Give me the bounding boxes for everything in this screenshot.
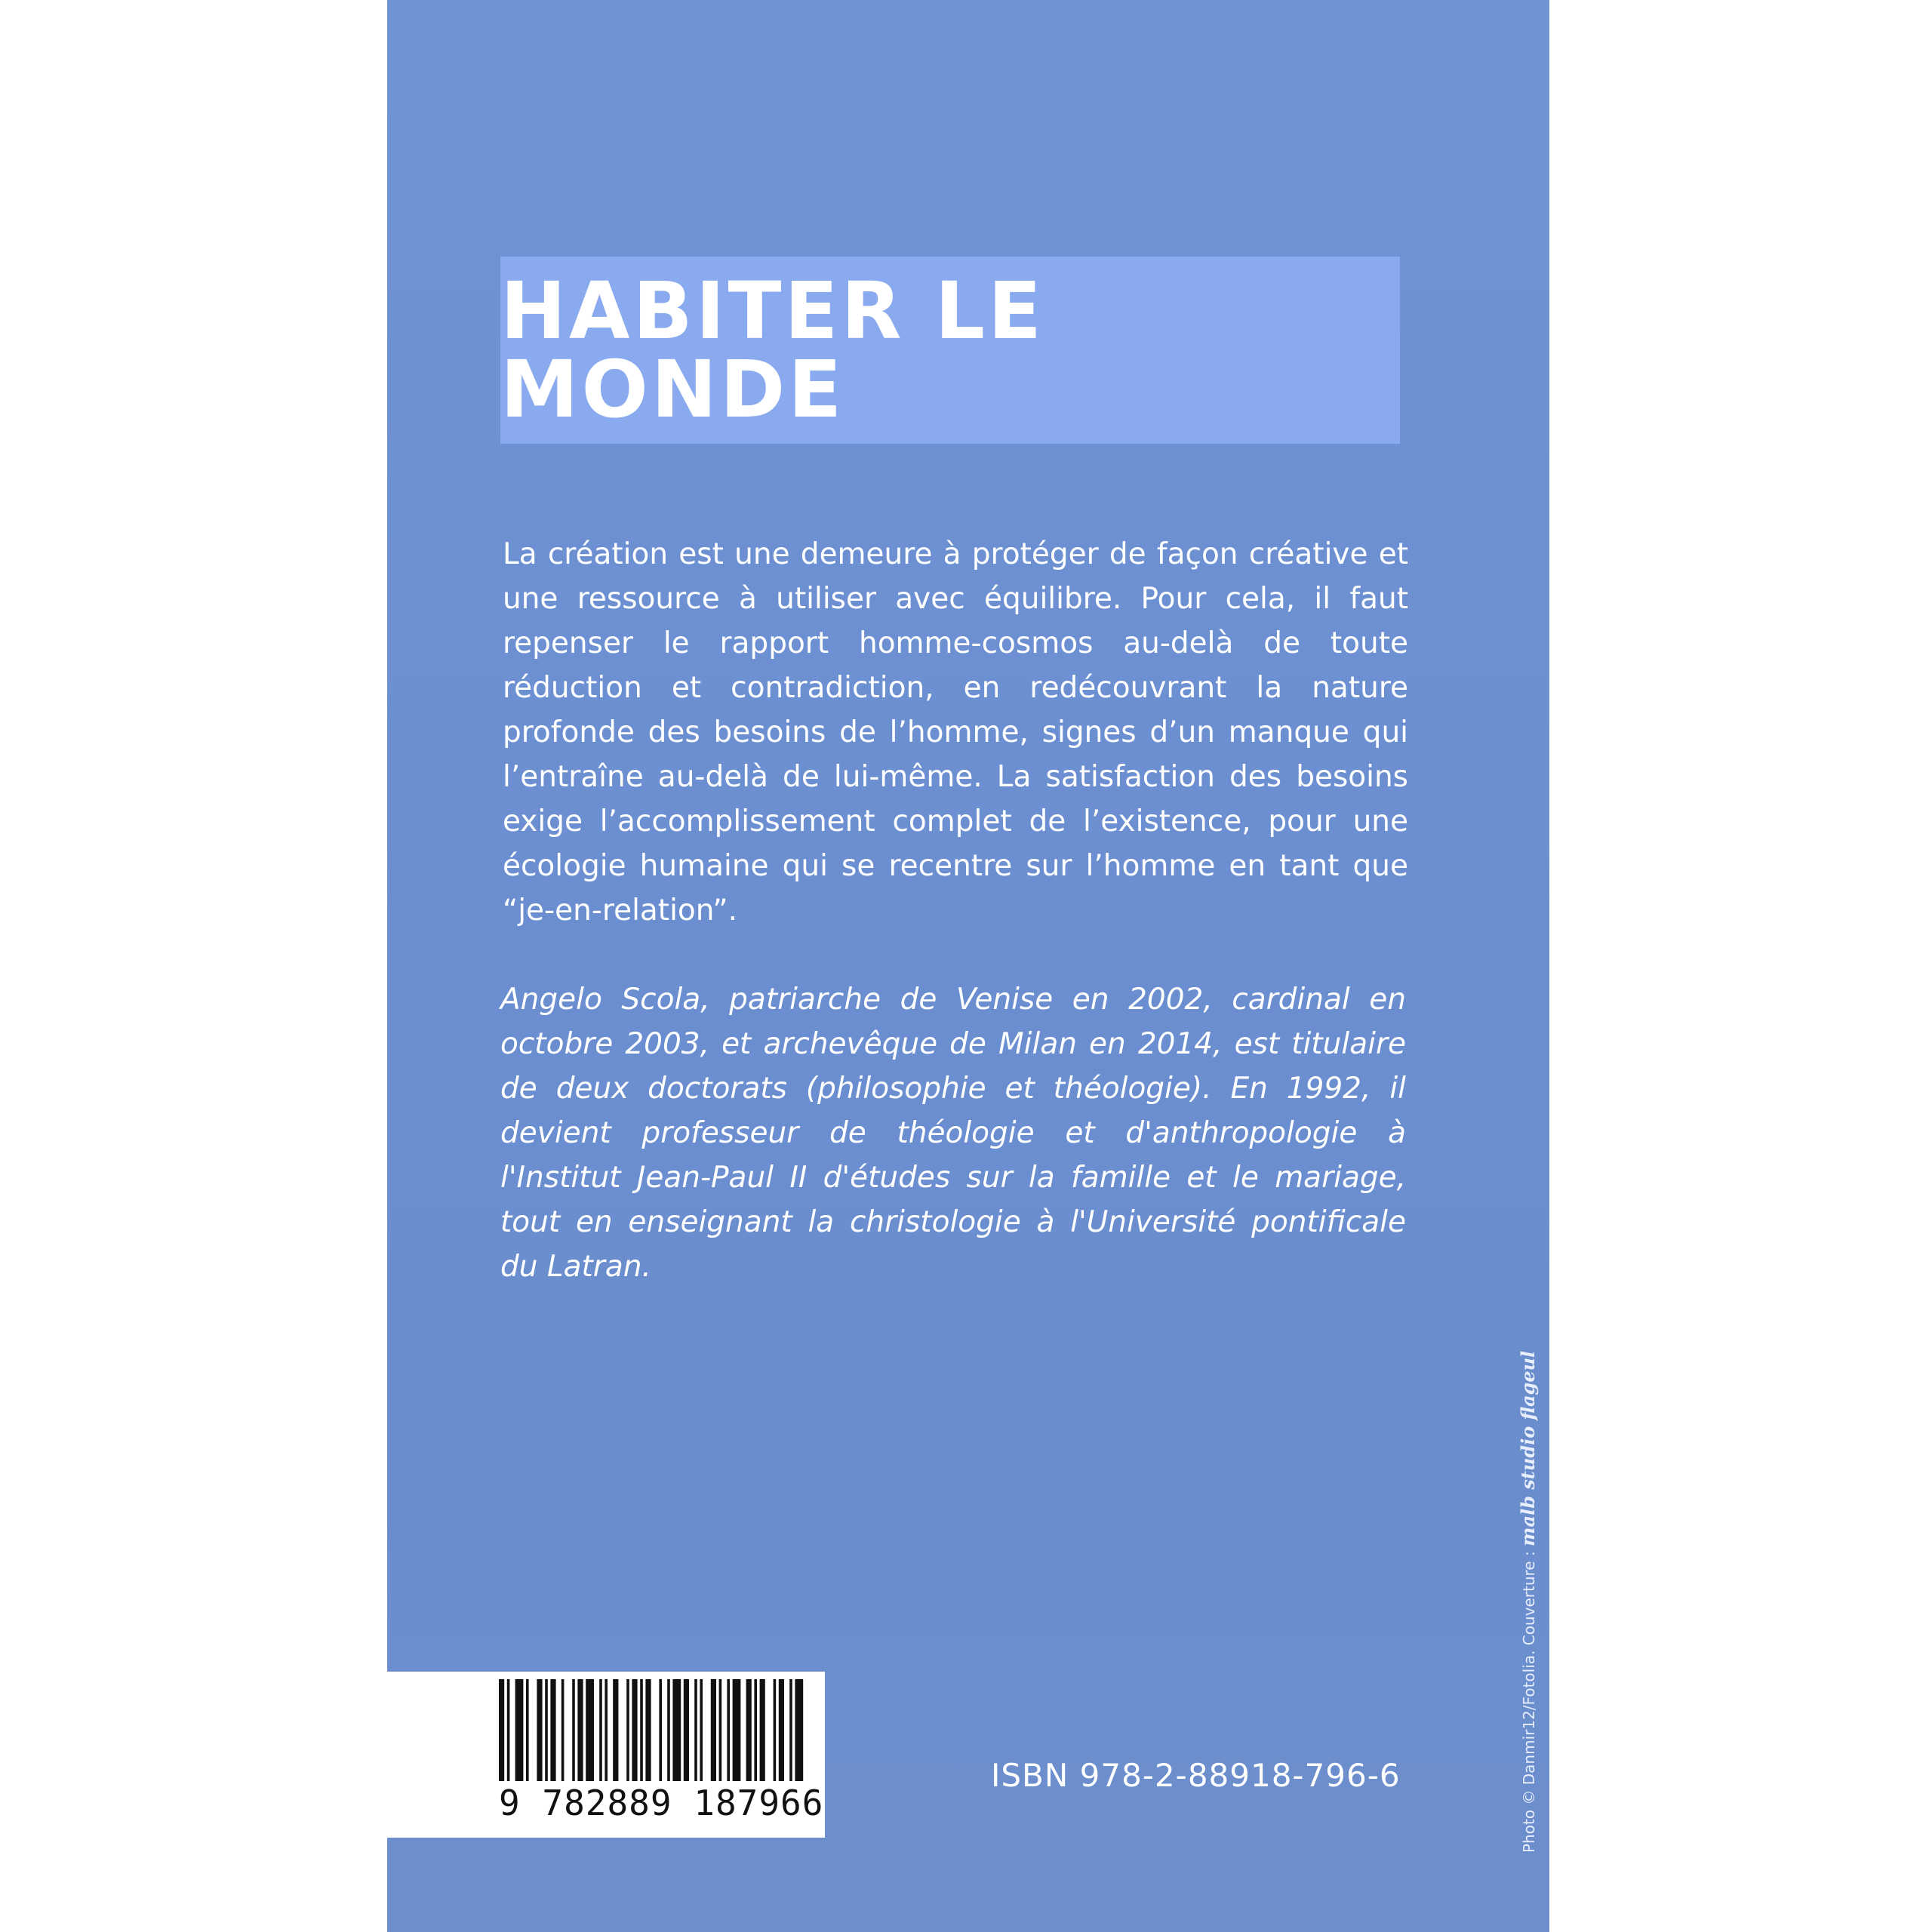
barcode-bar — [545, 1679, 548, 1781]
barcode-bar — [754, 1679, 757, 1781]
barcode-bars — [387, 1672, 825, 1785]
barcode-bar — [572, 1679, 575, 1781]
barcode-bar — [760, 1679, 765, 1781]
barcode-bar — [672, 1679, 681, 1781]
barcode-bar — [727, 1679, 730, 1781]
barcode-bar — [779, 1679, 784, 1781]
barcode-bar — [586, 1679, 594, 1781]
barcode-bar — [605, 1679, 608, 1781]
credit-studio-logo: malb studio flageul — [1517, 1350, 1539, 1546]
book-title: HABITER LE MONDE — [500, 265, 1045, 435]
barcode-bar — [499, 1679, 504, 1781]
barcode-bar — [645, 1679, 651, 1781]
book-back-cover — [387, 0, 1549, 1932]
photo-credit — [1519, 1351, 1537, 1853]
barcode-bar — [626, 1679, 629, 1781]
barcode-bar — [711, 1679, 716, 1781]
barcode-bar — [613, 1679, 618, 1781]
barcode-bar — [632, 1679, 637, 1781]
barcode-bar — [599, 1679, 602, 1781]
barcode-bar — [684, 1679, 689, 1781]
barcode-bar — [550, 1679, 555, 1781]
barcode-bar — [719, 1679, 722, 1781]
barcode-digits: 9 782889 187966 — [499, 1783, 824, 1823]
barcode-bar — [667, 1679, 670, 1781]
barcode — [387, 1672, 825, 1838]
isbn-number: ISBN 978-2-88918-796-6 — [991, 1757, 1401, 1794]
credit-text: Photo © Danmir12/Fotolia. Couverture : — [1520, 1546, 1538, 1853]
barcode-bar — [774, 1679, 777, 1781]
author-bio: Angelo Scola, patriarche de Venise en 2002, cardinal en octobre 2003, et archevêque de Milan en 2014, est titulaire de deux doctorats (philosophie et théologie). En 1992, il devient professeur de théologie et d'anthropologie à l'Institut Jean-Paul II d'études sur la famille et le mariage, tout en enseignant la christologie à l'Université pontificale du Latran. — [500, 983, 1406, 1284]
barcode-bar — [659, 1679, 662, 1781]
barcode-bar — [561, 1679, 565, 1781]
title-banner — [500, 257, 1400, 444]
barcode-bar — [733, 1679, 741, 1781]
barcode-bar — [700, 1679, 703, 1781]
barcode-bar — [526, 1679, 529, 1781]
barcode-bar — [789, 1679, 792, 1781]
barcode-bar — [795, 1679, 803, 1781]
barcode-bar — [640, 1679, 643, 1781]
barcode-bar — [577, 1679, 583, 1781]
barcode-bar — [515, 1679, 524, 1781]
book-blurb: La création est une demeure à protéger de façon créative et une ressource à utiliser avec équilibre. Pour cela, il faut repenser le rapport homme-cosmos au-delà de toute réduction et contradiction, en redécouvrant la nature profonde des besoins de l’homme, signes d’un manque qui l’entraîne au-delà de lui-même. La satisfaction des besoins exige l’accomplissement complet de l’existence, pour une écologie humaine qui se recentre sur l’homme en tant que “je-en-relation”. — [503, 537, 1408, 928]
barcode-bar — [746, 1679, 752, 1781]
barcode-bar — [537, 1679, 542, 1781]
barcode-bar — [694, 1679, 697, 1781]
barcode-bar — [507, 1679, 510, 1781]
